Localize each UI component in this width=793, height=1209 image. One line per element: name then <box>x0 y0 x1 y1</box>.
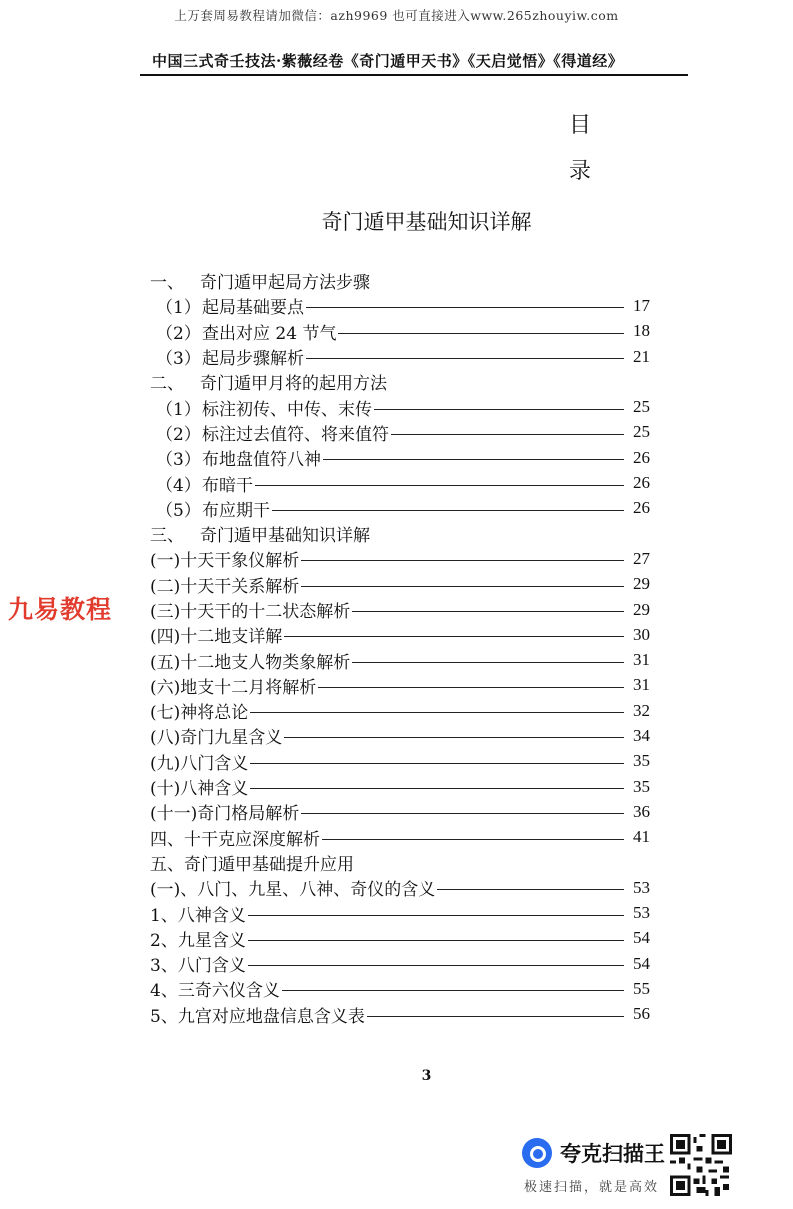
toc-entry-title: (十一)奇门格局解析 <box>150 804 300 825</box>
toc-entry-title: (五)十二地支人物类象解析 <box>150 652 351 673</box>
toc-entry <box>150 647 650 672</box>
toc-entry-number: （2） <box>156 323 201 344</box>
toc-entry <box>150 900 650 925</box>
toc-entry-title: 标注初传、中传、末传 <box>202 399 372 420</box>
toc-entry <box>150 622 650 647</box>
toc-entry-title: (四)十二地支详解 <box>150 627 283 648</box>
toc-entry-page: 26 <box>633 447 650 467</box>
toc-entry-page: 26 <box>633 473 650 493</box>
toc-leader-line <box>248 915 624 916</box>
toc-entry-number: （5） <box>156 500 201 521</box>
toc-leader-line <box>248 965 624 966</box>
toc-leader-line <box>284 737 624 738</box>
toc-heading-lu: 录 <box>569 159 592 184</box>
toc-entry-title: 四、十干克应深度解析 <box>150 829 320 850</box>
toc-leader-line <box>352 662 624 663</box>
toc-entry <box>150 521 650 546</box>
table-of-contents <box>150 268 650 1027</box>
toc-entry <box>150 319 650 344</box>
toc-entry-title: (一)十天干象仪解析 <box>150 551 300 572</box>
toc-entry-page: 36 <box>633 801 650 821</box>
toc-entry <box>150 445 650 470</box>
toc-entry-number: 三、 <box>150 526 184 547</box>
toc-leader-line <box>248 940 624 941</box>
toc-leader-line <box>250 712 624 713</box>
toc-entry-page: 41 <box>633 827 650 847</box>
toc-entry-title: 起局步骤解析 <box>202 349 304 370</box>
toc-entry-page: 29 <box>633 574 650 594</box>
toc-entry-page: 53 <box>633 903 650 923</box>
toc-entry-page: 29 <box>633 599 650 619</box>
toc-leader-line <box>306 358 624 359</box>
toc-entry <box>150 698 650 723</box>
toc-entry <box>150 394 650 419</box>
toc-entry-page: 55 <box>633 978 650 998</box>
toc-entry-title: 4、三奇六仪含义 <box>150 981 280 1002</box>
toc-leader-line <box>301 560 624 561</box>
toc-entry-page: 54 <box>633 928 650 948</box>
toc-entry-title: (六)地支十二月将解析 <box>150 677 317 698</box>
toc-entry <box>150 723 650 748</box>
toc-entry-title: 起局基础要点 <box>202 298 304 319</box>
toc-entry-title: 奇门遁甲起局方法步骤 <box>200 273 370 294</box>
toc-entry <box>150 420 650 445</box>
toc-leader-line <box>272 510 624 511</box>
toc-entry-number: 二、 <box>150 374 184 395</box>
toc-leader-line <box>322 839 624 840</box>
toc-entry <box>150 546 650 571</box>
toc-entry-page: 56 <box>633 1004 650 1024</box>
toc-entry <box>150 572 650 597</box>
toc-leader-line <box>391 434 624 435</box>
toc-entry-page: 54 <box>633 953 650 973</box>
toc-entry-title: (十)八神含义 <box>150 779 249 800</box>
toc-entry-title: 2、九星含义 <box>150 930 246 951</box>
toc-entry-title: 布地盘值符八神 <box>202 450 321 471</box>
toc-entry-page: 31 <box>633 675 650 695</box>
toc-leader-line <box>301 813 624 814</box>
toc-entry-number: （3） <box>156 349 201 370</box>
toc-entry-number: （2） <box>156 424 201 445</box>
toc-entry <box>150 850 650 875</box>
toc-leader-line <box>338 333 624 334</box>
toc-entry-title: (七)神将总论 <box>150 703 249 724</box>
toc-entry-title: 查出对应 24 节气 <box>202 323 337 344</box>
toc-leader-line <box>352 611 624 612</box>
toc-entry-page: 25 <box>633 397 650 417</box>
toc-entry-page: 30 <box>633 624 650 644</box>
toc-leader-line <box>318 687 624 688</box>
toc-entry-number: （3） <box>156 450 201 471</box>
toc-entry-title: (八)奇门九星含义 <box>150 728 283 749</box>
toc-entry-title: 布暗干 <box>202 475 253 496</box>
scanner-badge <box>522 1134 782 1200</box>
toc-entry-page: 35 <box>633 751 650 771</box>
toc-entry-title: (三)十天干的十二状态解析 <box>150 602 351 622</box>
toc-entry <box>150 749 650 774</box>
scanner-slogan: 极速扫描，就是高效 <box>524 1180 660 1195</box>
toc-entry <box>150 268 650 293</box>
toc-entry <box>150 799 650 824</box>
toc-entry-page: 32 <box>633 700 650 720</box>
toc-entry-title: 5、九宫对应地盘信息含义表 <box>150 1006 365 1027</box>
toc-entry-page: 27 <box>633 548 650 568</box>
toc-leader-line <box>301 586 624 587</box>
toc-leader-line <box>437 889 624 890</box>
toc-entry-title: 1、八神含义 <box>150 905 246 926</box>
toc-entry <box>150 1002 650 1027</box>
toc-leader-line <box>284 636 624 637</box>
toc-entry-title: 3、八门含义 <box>150 956 246 977</box>
toc-entry <box>150 951 650 976</box>
toc-entry <box>150 597 650 622</box>
document-title: 奇门遁甲基础知识详解 <box>321 210 532 234</box>
toc-entry-number: （4） <box>156 475 201 496</box>
running-header: 中国三式奇壬技法·紫薇经卷《奇门遁甲天书》《天启觉悟》《得道经》 <box>152 52 624 70</box>
toc-entry-page: 18 <box>633 321 650 341</box>
qr-code-icon <box>670 1134 732 1196</box>
toc-entry-page: 17 <box>633 295 650 315</box>
toc-leader-line <box>250 788 624 789</box>
toc-entry <box>150 976 650 1001</box>
toc-entry <box>150 875 650 900</box>
toc-entry-title: (二)十天干关系解析 <box>150 576 300 597</box>
toc-leader-line <box>255 485 624 486</box>
page-number: 3 <box>421 1068 432 1084</box>
header-rule <box>140 74 688 76</box>
toc-entry-title: 布应期干 <box>202 500 270 521</box>
toc-entry <box>150 496 650 521</box>
toc-entry-page: 31 <box>633 650 650 670</box>
toc-leader-line <box>367 1016 624 1017</box>
toc-entry-title: (九)八门含义 <box>150 753 249 774</box>
toc-entry <box>150 825 650 850</box>
toc-entry-page: 26 <box>633 498 650 518</box>
toc-heading-mu: 目 <box>569 113 592 138</box>
top-note: 上万套周易教程请加微信：azh9969 也可直接进入www.265zhouyiw.com <box>174 8 619 23</box>
toc-entry-title: 奇门遁甲基础知识详解 <box>200 526 370 547</box>
toc-entry <box>150 926 650 951</box>
toc-leader-line <box>282 990 624 991</box>
toc-entry-title: (一)、八门、九星、八神、奇仪的含义 <box>150 880 436 901</box>
toc-entry <box>150 470 650 495</box>
watermark: 九易教程 <box>8 595 113 624</box>
toc-entry <box>150 673 650 698</box>
toc-entry-title: 五、奇门遁甲基础提升应用 <box>150 854 354 875</box>
toc-leader-line <box>306 307 624 308</box>
toc-leader-line <box>374 409 624 410</box>
toc-leader-line <box>250 763 624 764</box>
toc-entry <box>150 344 650 369</box>
toc-entry-page: 21 <box>633 346 650 366</box>
scanner-name: 夸克扫描王 <box>560 1142 665 1166</box>
toc-entry-number: 一、 <box>150 273 184 294</box>
toc-entry-number: （1） <box>156 399 201 420</box>
toc-entry-number: （1） <box>156 298 201 319</box>
toc-leader-line <box>323 459 624 460</box>
toc-entry-page: 25 <box>633 422 650 442</box>
toc-entry-page: 34 <box>633 725 650 745</box>
toc-entry-title: 标注过去值符、将来值符 <box>202 424 389 445</box>
toc-entry <box>150 369 650 394</box>
toc-entry-page: 53 <box>633 877 650 897</box>
toc-entry <box>150 293 650 318</box>
quark-logo-icon <box>522 1138 552 1168</box>
toc-entry-page: 35 <box>633 776 650 796</box>
toc-entry-title: 奇门遁甲月将的起用方法 <box>200 374 387 395</box>
toc-entry <box>150 774 650 799</box>
